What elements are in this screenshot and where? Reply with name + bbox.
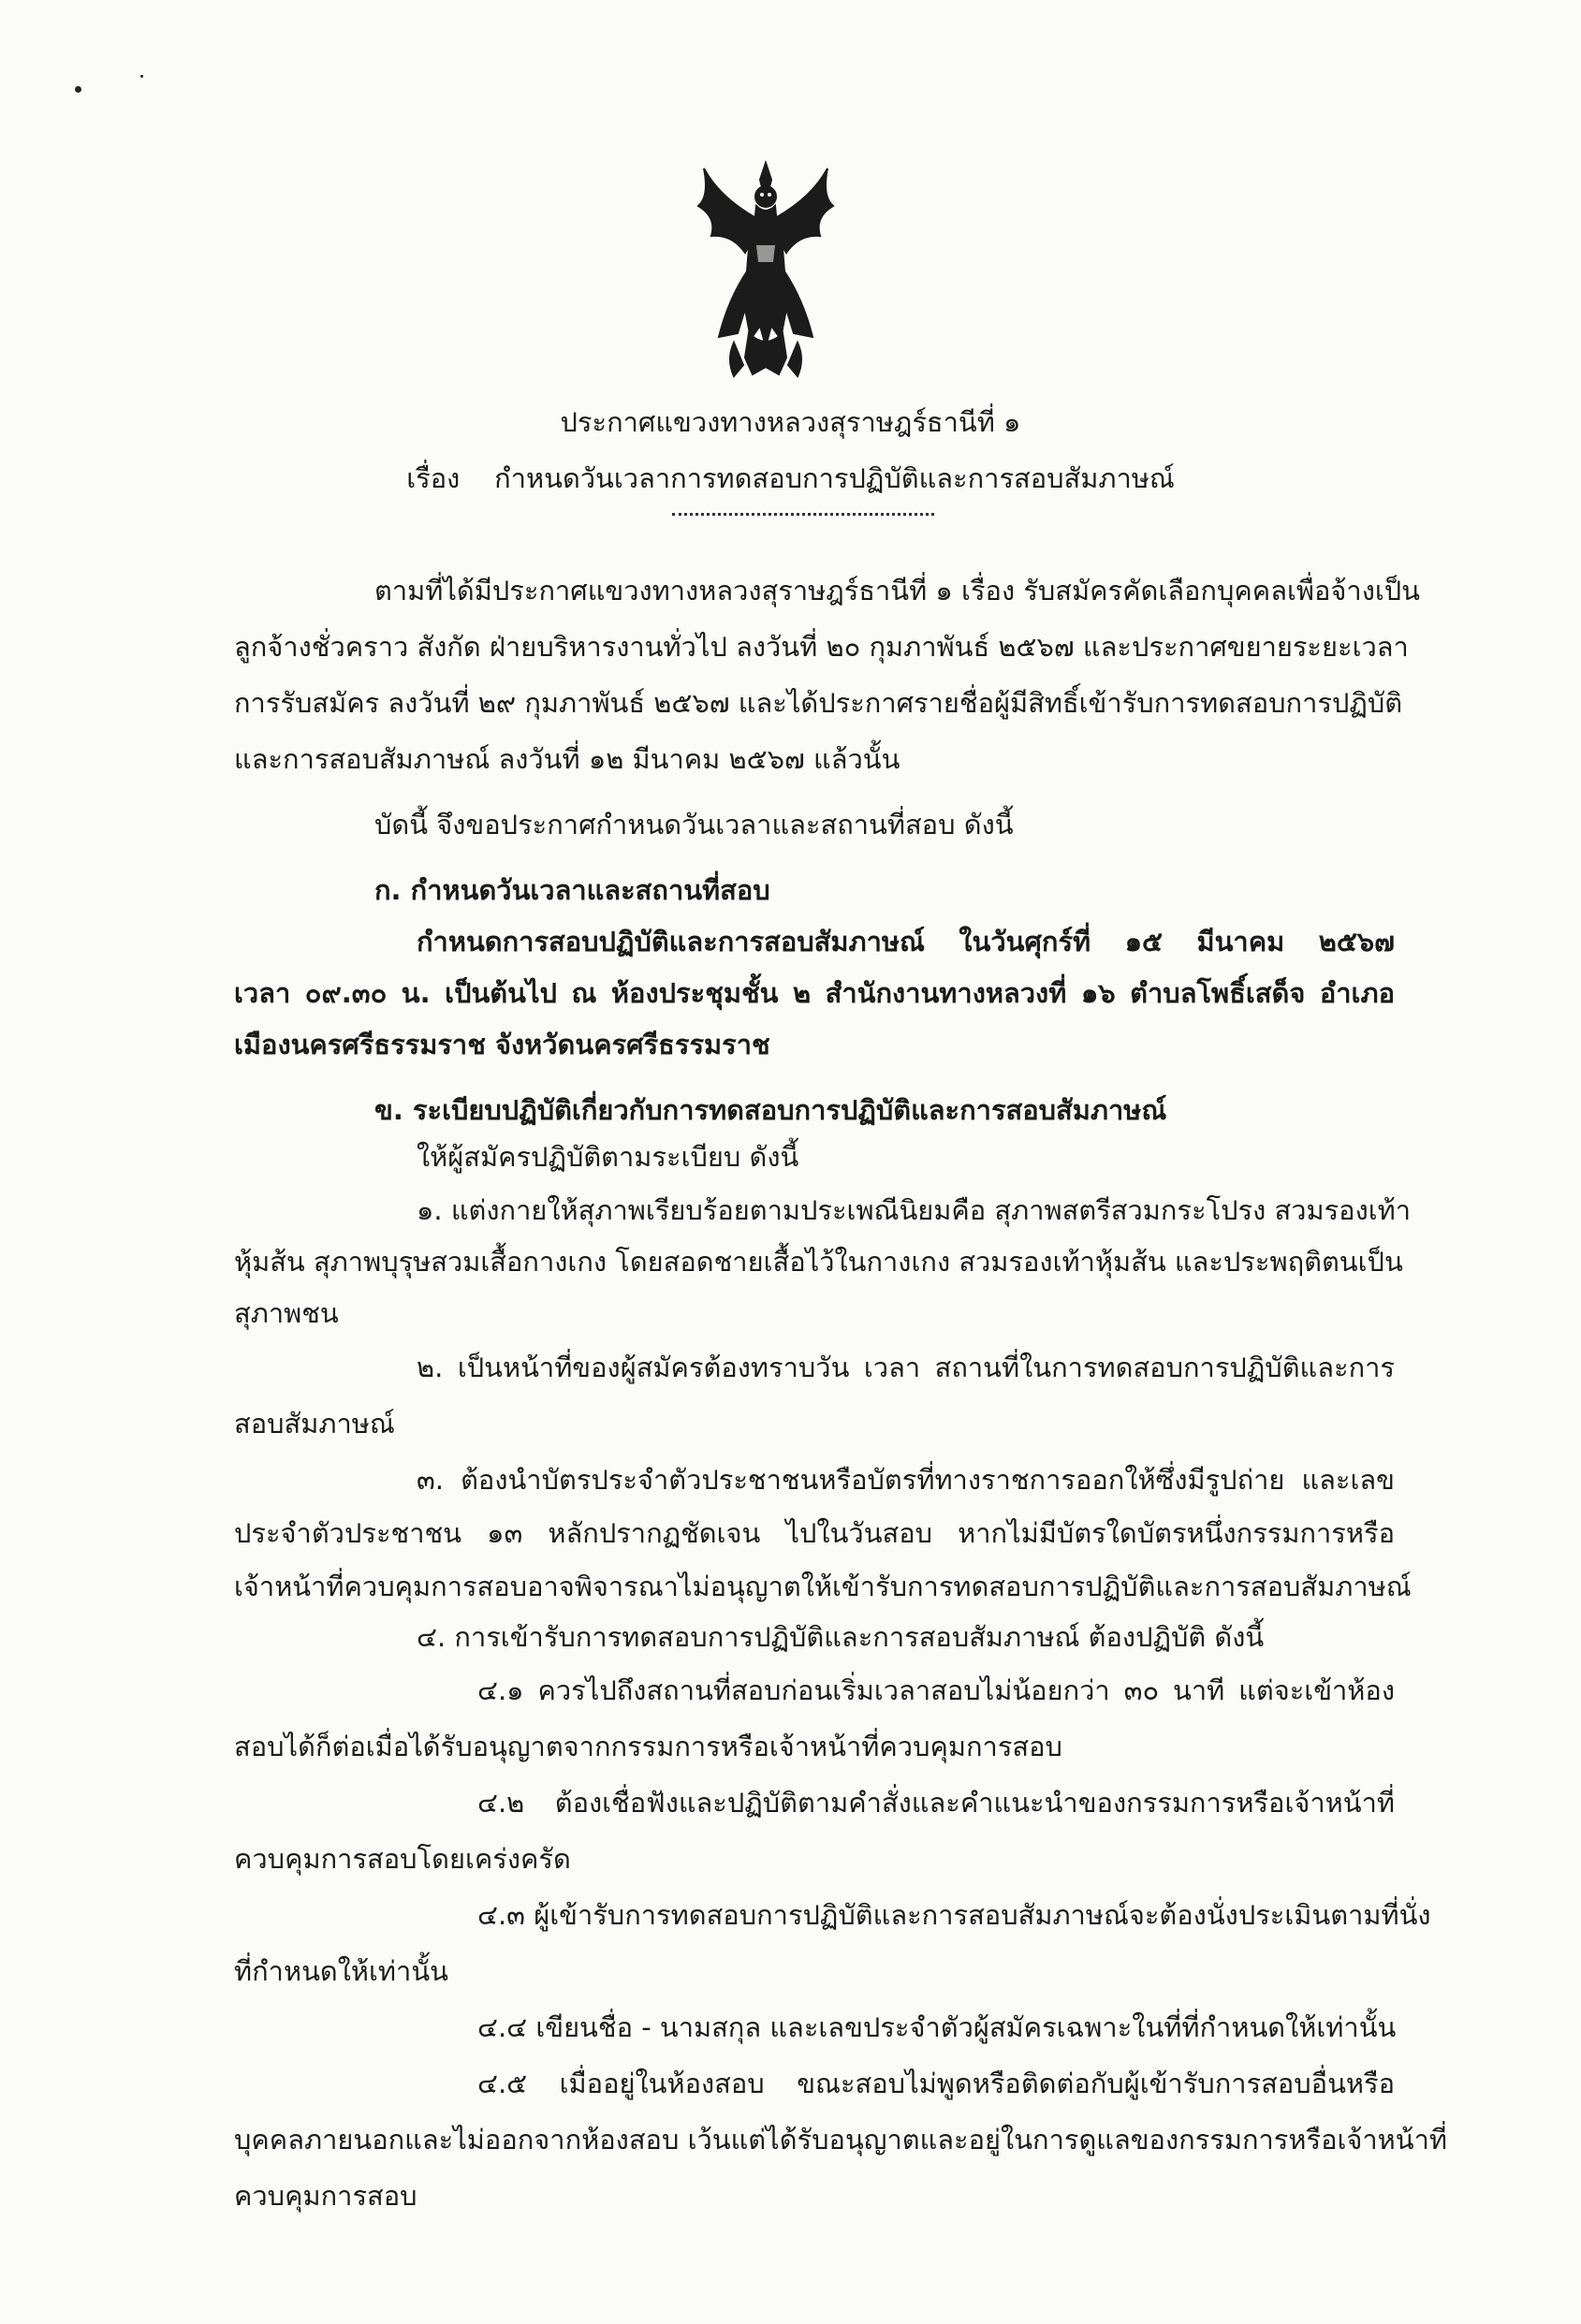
rule-4-line: ๔. การเข้ารับการทดสอบการปฏิบัติและการสอบสัมภาษณ์ ต้องปฏิบัติ ดังนี้	[417, 1621, 1265, 1653]
garuda-emblem-icon	[691, 159, 841, 384]
rule-4-5-line: ๔.๕ เมื่ออยู่ในห้องสอบ ขณะสอบไม่พูดหรือติดต่อกับผู้เข้ารับการสอบอื่นหรือ	[477, 2068, 1395, 2099]
intro-line: และการสอบสัมภาษณ์ ลงวันที่ ๑๒ มีนาคม ๒๕๖๗ แล้วนั้น	[234, 743, 900, 775]
title-separator	[672, 513, 934, 516]
section-a-line: เวลา ๐๙.๓๐ น. เป็นต้นไป ณ ห้องประชุมชั้น ๒ สำนักงานทางหลวงที่ ๑๖ ตำบลโพธิ์เสด็จ อำเภอ	[234, 977, 1395, 1009]
subject-label: เรื่อง	[406, 462, 461, 494]
rule-4-2-line: ควบคุมการสอบโดยเคร่งครัด	[234, 1843, 571, 1875]
rule-3-line: เจ้าหน้าที่ควบคุมการสอบอาจพิจารณาไม่อนุญาตให้เข้ารับการทดสอบการปฏิบัติและการสอบสัมภาษณ์	[234, 1571, 1412, 1602]
intro-line: ลูกจ้างชั่วคราว สังกัด ฝ่ายบริหารงานทั่วไป ลงวันที่ ๒๐ กุมภาพันธ์ ๒๕๖๗ และประกาศขยายระยะเวลา	[234, 631, 1409, 663]
rule-4-3-line: ๔.๓ ผู้เข้ารับการทดสอบการปฏิบัติและการสอบสัมภาษณ์จะต้องนั่งประเมินตามที่นั่ง	[477, 1899, 1431, 1931]
rule-1-line: ๑. แต่งกายให้สุภาพเรียบร้อยตามประเพณีนิยมคือ สุภาพสตรีสวมกระโปรง สวมรองเท้า	[417, 1194, 1412, 1226]
rule-4-5-line: บุคคลภายนอกและไม่ออกจากห้องสอบ เว้นแต่ได้รับอนุญาตและอยู่ในการดูแลของกรรมการหรือเจ้าหน้าที่	[234, 2124, 1448, 2156]
document-subject	[0, 459, 1581, 498]
rule-4-5-line: ควบคุมการสอบ	[234, 2180, 417, 2212]
scan-speck	[140, 75, 143, 78]
rule-4-1-line: สอบได้ก็ต่อเมื่อได้รับอนุญาตจากกรรมการหรือเจ้าหน้าที่ควบคุมการสอบ	[234, 1731, 1062, 1762]
intro-line: การรับสมัคร ลงวันที่ ๒๙ กุมภาพันธ์ ๒๕๖๗ และได้ประกาศรายชื่อผู้มีสิทธิ์เข้ารับการทดสอบการปฏิบัติ	[234, 687, 1403, 719]
announce-line: บัดนี้ จึงขอประกาศกำหนดวันเวลาและสถานที่สอบ ดังนี้	[374, 809, 1014, 840]
rule-1-line: หุ้มส้น สุภาพบุรุษสวมเสื้อกางเกง โดยสอดชายเสื้อไว้ในกางเกง สวมรองเท้าหุ้มส้น และประพฤติตนเป็น	[234, 1246, 1403, 1278]
subject-text: กำหนดวันเวลาการทดสอบการปฏิบัติและการสอบสัมภาษณ์	[494, 462, 1175, 494]
intro-line: ตามที่ได้มีประกาศแขวงทางหลวงสุราษฎร์ธานีที่ ๑ เรื่อง รับสมัครคัดเลือกบุคคลเพื่อจ้างเป็น	[374, 575, 1420, 607]
rule-4-4-line: ๔.๔ เขียนชื่อ - นามสกุล และเลขประจำตัวผู้สมัครเฉพาะในที่ที่กำหนดให้เท่านั้น	[477, 2011, 1397, 2043]
scan-speck	[75, 86, 81, 93]
section-b-intro: ให้ผู้สมัครปฏิบัติตามระเบียบ ดังนี้	[417, 1141, 799, 1173]
rule-2-line: ๒. เป็นหน้าที่ของผู้สมัครต้องทราบวัน เวลา สถานที่ในการทดสอบการปฏิบัติและการ	[417, 1352, 1395, 1383]
rule-3-line: ๓. ต้องนำบัตรประจำตัวประชาชนหรือบัตรที่ทางราชการออกให้ซึ่งมีรูปถ่าย และเลข	[417, 1464, 1395, 1496]
rule-4-2-line: ๔.๒ ต้องเชื่อฟังและปฏิบัติตามคำสั่งและคำแนะนำของกรรมการหรือเจ้าหน้าที่	[477, 1787, 1395, 1819]
rule-4-1-line: ๔.๑ ควรไปถึงสถานที่สอบก่อนเริ่มเวลาสอบไม่น้อยกว่า ๓๐ นาที แต่จะเข้าห้อง	[477, 1674, 1395, 1706]
section-a-heading: ก. กำหนดวันเวลาและสถานที่สอบ	[374, 874, 770, 906]
rule-4-3-line: ที่กำหนดให้เท่านั้น	[234, 1955, 448, 1987]
rule-3-line: ประจำตัวประชาชน ๑๓ หลักปรากฏชัดเจน ไปในวันสอบ หากไม่มีบัตรใดบัตรหนึ่งกรรมการหรือ	[234, 1517, 1395, 1549]
rule-1-line: สุภาพชน	[234, 1297, 339, 1329]
section-a-line: เมืองนครศรีธรรมราช จังหวัดนครศรีธรรมราช	[234, 1029, 770, 1060]
rule-2-line: สอบสัมภาษณ์	[234, 1408, 395, 1440]
section-a-line: กำหนดการสอบปฏิบัติและการสอบสัมภาษณ์ ในวันศุกร์ที่ ๑๕ มีนาคม ๒๕๖๗	[417, 926, 1395, 957]
document-title: ประกาศแขวงทางหลวงสุราษฎร์ธานีที่ ๑	[560, 406, 1021, 438]
section-b-heading: ข. ระเบียบปฏิบัติเกี่ยวกับการทดสอบการปฏิบัติและการสอบสัมภาษณ์	[374, 1094, 1167, 1126]
